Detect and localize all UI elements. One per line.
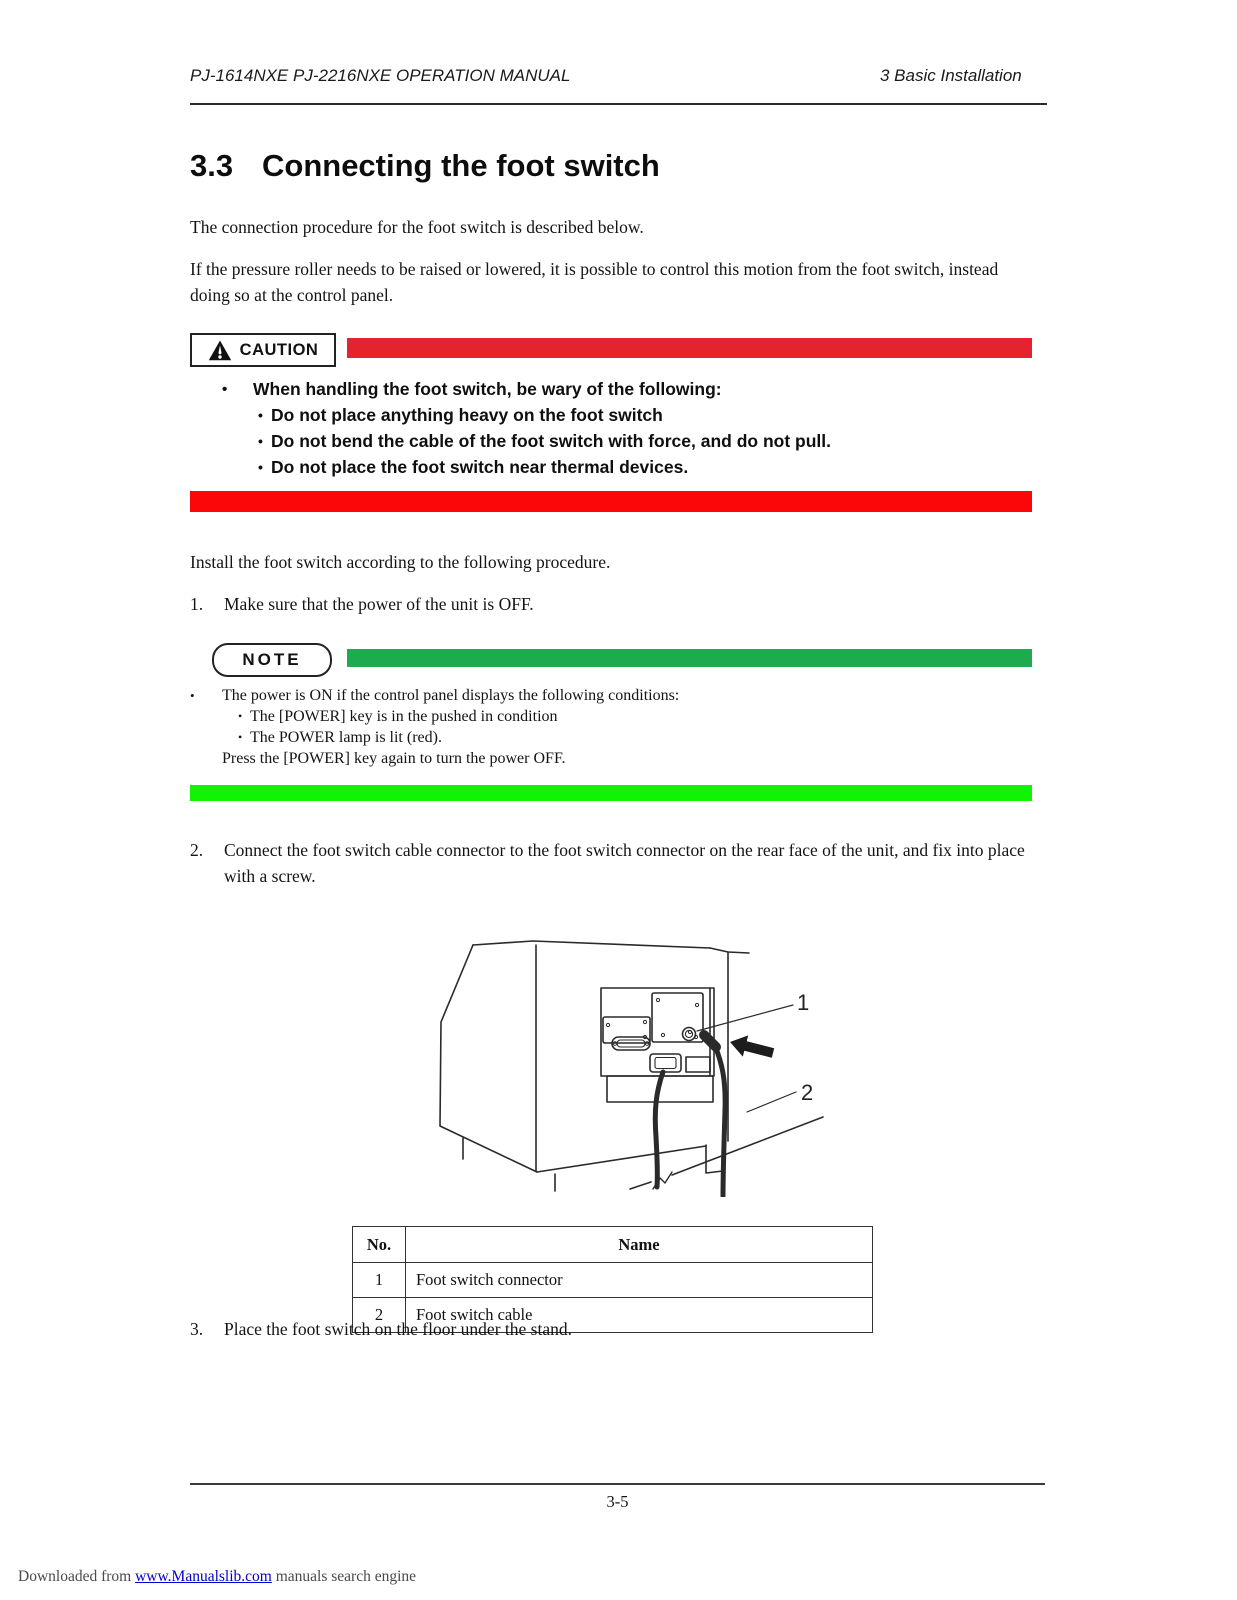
push-direction-arrow xyxy=(730,1035,774,1057)
bullet-icon: • xyxy=(190,688,195,703)
note-main-text: The power is ON if the control panel displays the following conditions: xyxy=(222,687,680,704)
step-number: 3. xyxy=(190,1319,204,1339)
bullet-icon: • xyxy=(258,459,263,475)
header-left-title: PJ-1614NXE PJ-2216NXE OPERATION MANUAL xyxy=(190,66,571,85)
watermark-prefix: Downloaded from xyxy=(18,1568,136,1585)
table-header-row xyxy=(353,1227,873,1263)
caution-bottom-bar xyxy=(190,491,1032,512)
bullet-icon: • xyxy=(238,709,243,723)
caution-sub-item xyxy=(258,455,1042,480)
note-list xyxy=(190,685,1020,769)
caution-label: CAUTION xyxy=(239,340,319,359)
note-sub-text: The [POWER] key is in the pushed in condition xyxy=(250,708,558,725)
caution-sub-text: Do not place the foot switch near thermal devices. xyxy=(271,457,689,477)
caution-sub-text: Do not bend the cable of the foot switch with force, and do not pull. xyxy=(271,431,831,451)
warning-triangle-icon xyxy=(208,340,232,361)
section-number: 3.3 xyxy=(190,148,234,183)
bullet-icon: • xyxy=(258,433,263,449)
manualslib-link[interactable]: www.Manualslib.com xyxy=(135,1568,272,1585)
caution-badge xyxy=(190,333,336,367)
table-header-no: No. xyxy=(353,1227,406,1263)
foot-switch-connection-diagram xyxy=(425,905,825,1197)
note-main-item xyxy=(190,685,1020,706)
machine-top-edge xyxy=(473,941,710,948)
diagram-callout-1: 1 xyxy=(797,990,810,1015)
caution-sub-text: Do not place anything heavy on the foot switch xyxy=(271,405,663,425)
bullet-icon: • xyxy=(222,381,228,398)
bullet-icon: • xyxy=(258,407,263,423)
caution-main-item xyxy=(222,377,1042,402)
step-number: 2. xyxy=(190,840,204,860)
header-right-section: 3 Basic Installation xyxy=(880,66,1022,85)
section-title xyxy=(190,148,660,184)
part-name: Foot switch connector xyxy=(406,1263,873,1298)
table-row xyxy=(353,1263,873,1298)
note-sub-item xyxy=(238,706,1020,727)
caution-top-bar xyxy=(347,338,1032,358)
watermark-suffix: manuals search engine xyxy=(271,1568,417,1585)
step-text: Place the foot switch on the floor under the stand. xyxy=(224,1319,572,1339)
step-number: 1. xyxy=(190,594,204,614)
intro-paragraph-2: If the pressure roller needs to be raised or lowered, it is possible to control this motion from the foot switch, instead doing so at the control panel. xyxy=(190,259,999,305)
part-name: Foot switch cable xyxy=(406,1298,873,1333)
part-number: 1 xyxy=(353,1263,406,1298)
caution-sub-item xyxy=(258,403,1042,428)
procedure-step-2 xyxy=(190,837,1030,889)
note-sub-text: The POWER lamp is lit (red). xyxy=(250,729,442,746)
page-number: 3-5 xyxy=(606,1492,629,1511)
procedure-lead: Install the foot switch according to the following procedure. xyxy=(190,552,611,572)
note-closing-text: Press the [POWER] key again to turn the power OFF. xyxy=(222,750,566,767)
procedure-step-1 xyxy=(190,591,1020,617)
step-text: Connect the foot switch cable connector to the foot switch connector on the rear face of the unit, and fix into place with a screw. xyxy=(224,840,1025,886)
table-header-name: Name xyxy=(406,1227,873,1263)
note-badge: NOTE xyxy=(212,643,332,677)
procedure-step-3 xyxy=(190,1316,1020,1342)
note-bottom-bar xyxy=(190,785,1032,801)
bullet-icon: • xyxy=(238,730,243,744)
note-top-bar xyxy=(347,649,1032,667)
note-sub-item xyxy=(238,727,1020,748)
caution-list xyxy=(222,377,1042,480)
section-title-text: Connecting the foot switch xyxy=(262,148,660,183)
part-number: 2 xyxy=(353,1298,406,1333)
step-text: Make sure that the power of the unit is OFF. xyxy=(224,594,534,614)
diagram-callout-2: 2 xyxy=(801,1080,814,1105)
header-rule xyxy=(190,103,1047,105)
watermark xyxy=(18,1568,416,1586)
footer-rule xyxy=(190,1483,1045,1485)
caution-main-text: When handling the foot switch, be wary of the following: xyxy=(253,379,722,399)
caution-sub-item xyxy=(258,429,1042,454)
intro-paragraph-1: The connection procedure for the foot switch is described below. xyxy=(190,217,644,237)
